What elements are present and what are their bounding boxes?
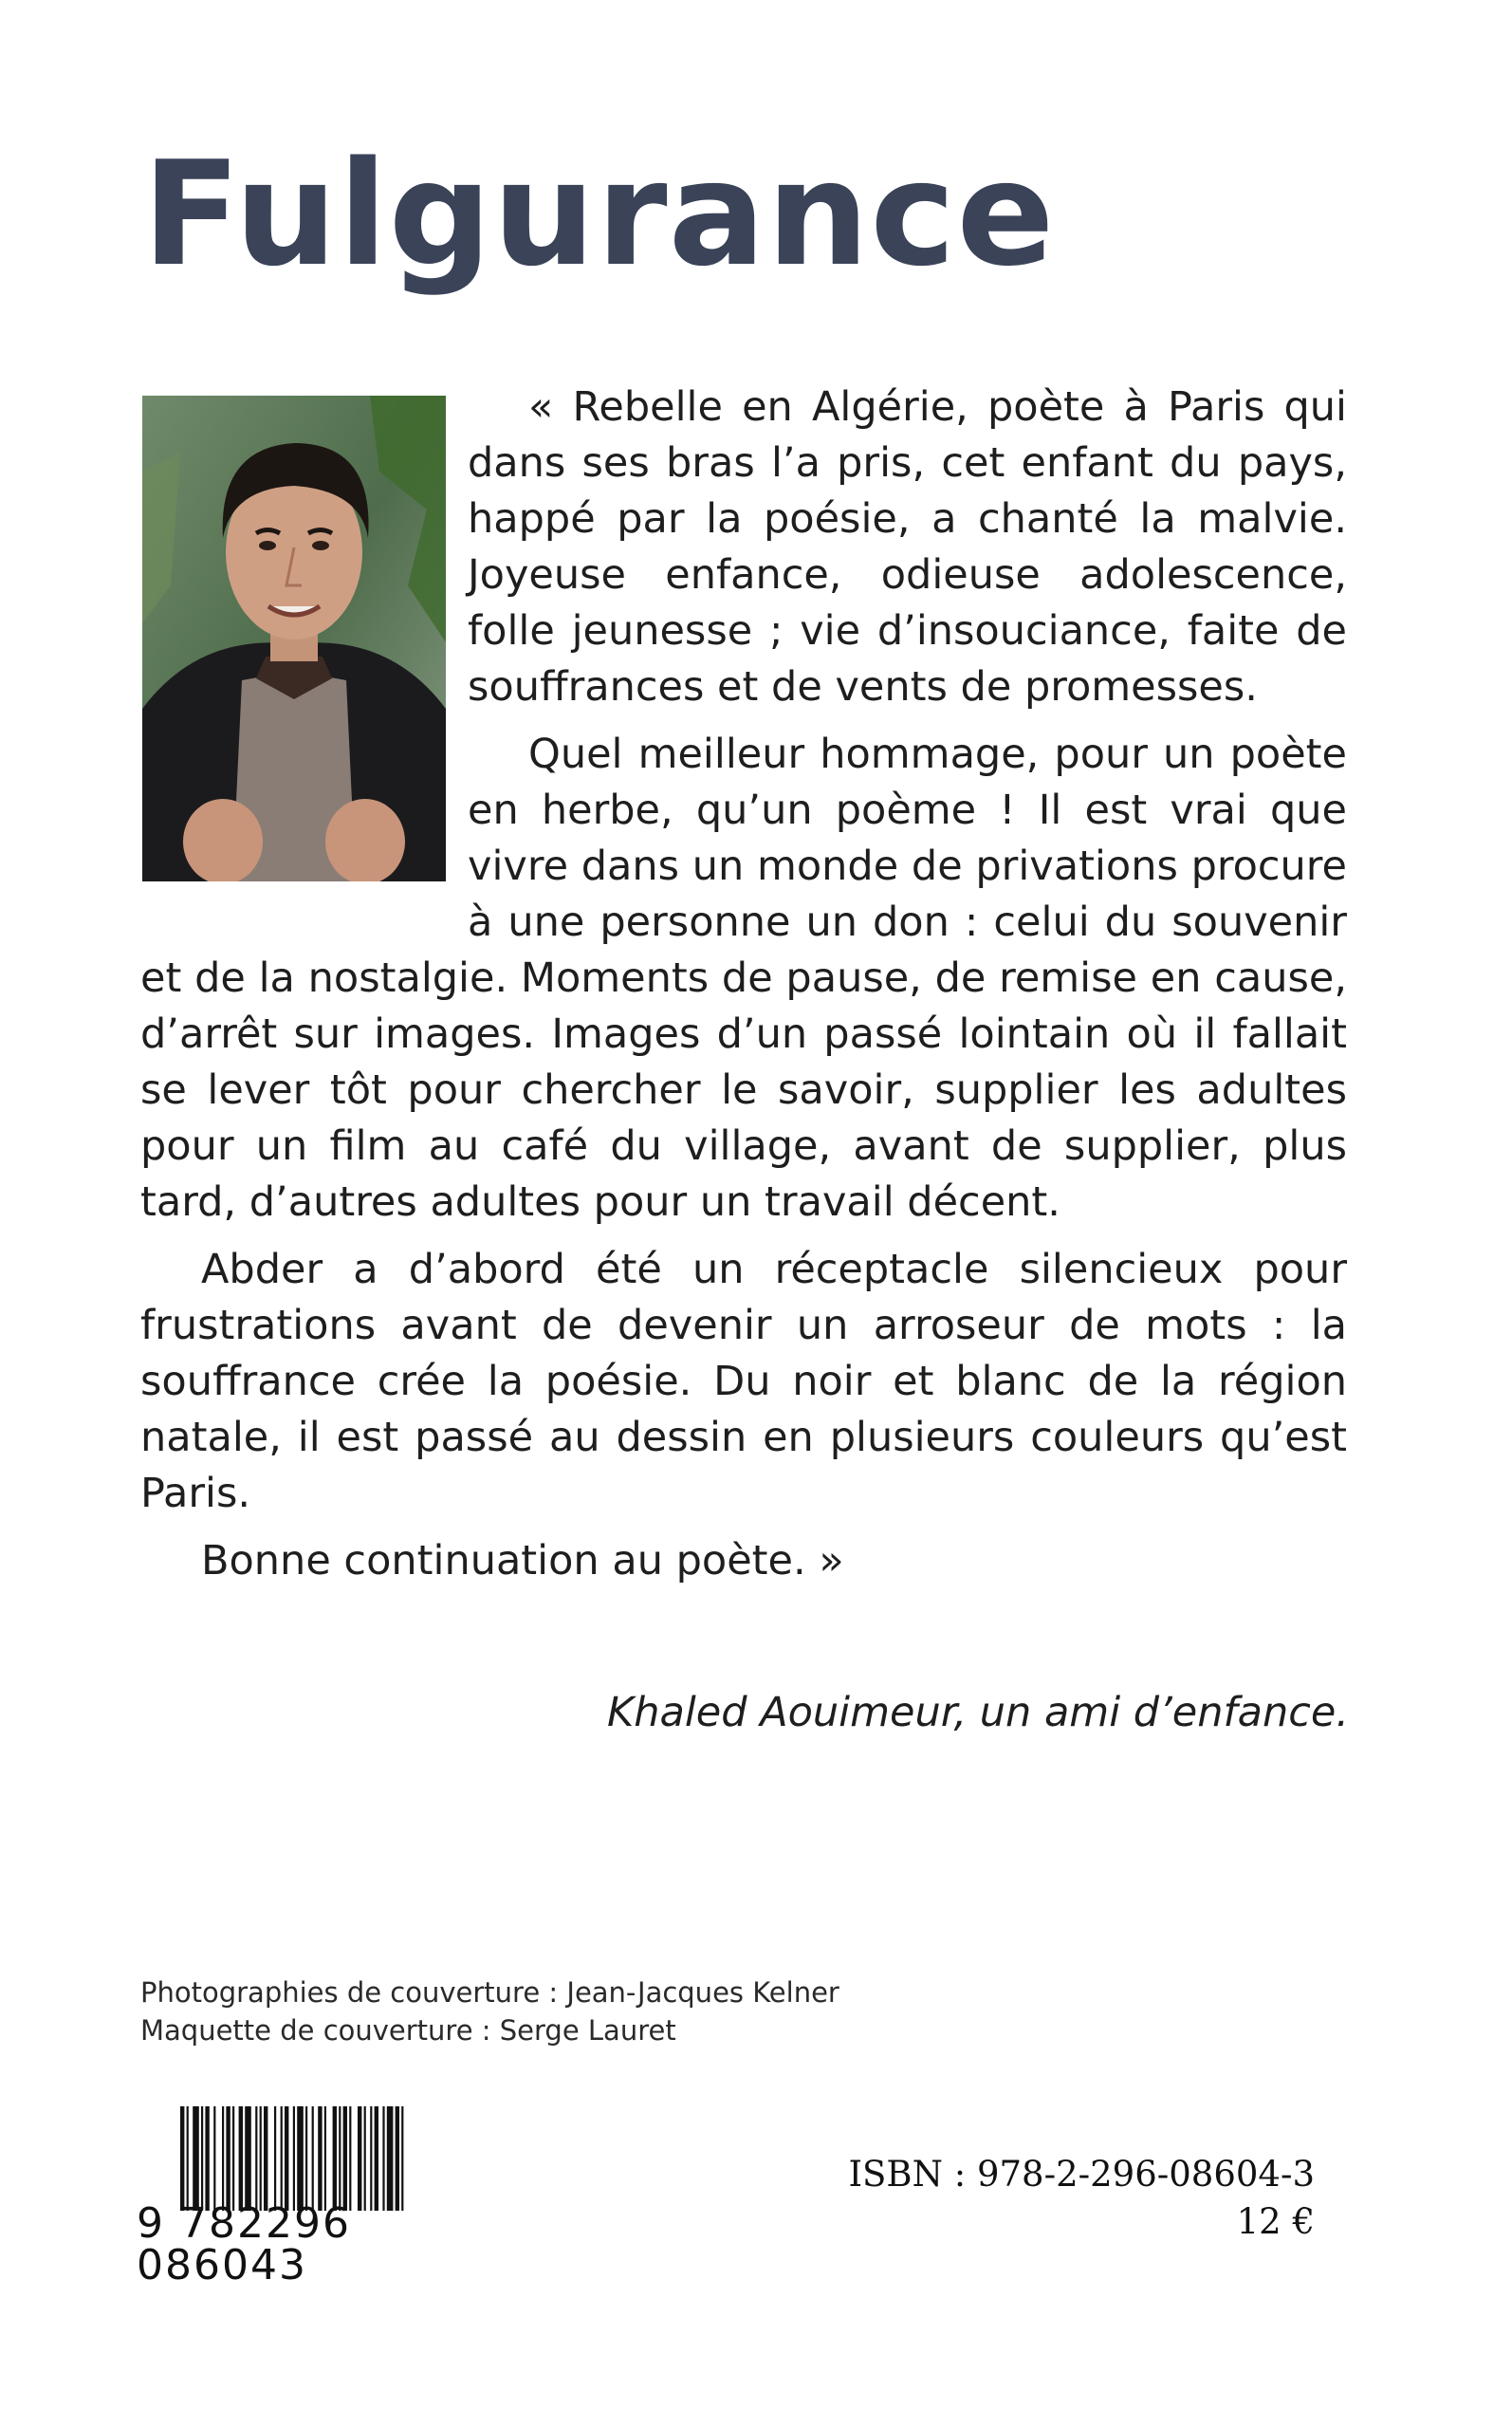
barcode-bar <box>260 2106 262 2211</box>
barcode-bar <box>205 2106 209 2211</box>
paragraph: « Rebelle en Algérie, poète à Paris qui dans ses bras l’a pris, cet enfant du pays, happé par la poésie, a chanté la malvie. Joyeuse enfance, odieuse adolescence, folle jeunesse ; vie d’insouciance, faite de souffrances et de vents de promesses. <box>468 383 1347 711</box>
photo-credit: Photographies de couverture : Jean-Jacques Kelner <box>140 1976 839 2009</box>
paragraph: Quel meilleur hommage, pour un poète en herbe, qu’un poème ! Il est vrai que vivre dans un monde de privations procure à une personne un don : celui du souvenir et de la nostalgie. Moments de pause, de remise en cause, d’arrêt sur images. Images d’un passé lointain où il fallait se lever tôt pour chercher le savoir, supplier les adultes pour un film au café du village, avant de supplier, plus tard, d’autres adultes pour un travail décent. <box>140 731 1347 1226</box>
barcode-bar <box>285 2106 288 2211</box>
barcode <box>137 2106 535 2289</box>
isbn: ISBN : 978-2-296-08604-3 <box>848 2154 1315 2195</box>
barcode-bar <box>387 2106 394 2211</box>
barcode-bar <box>343 2106 347 2211</box>
barcode-bar <box>333 2106 337 2211</box>
barcode-bar <box>305 2106 307 2211</box>
barcode-bars <box>137 2106 535 2211</box>
barcode-bar <box>297 2106 304 2211</box>
barcode-bar <box>281 2106 283 2211</box>
barcode-bar <box>213 2106 215 2211</box>
barcode-bar <box>358 2106 361 2211</box>
cover-credits <box>140 1974 839 2049</box>
barcode-bar <box>193 2106 199 2211</box>
barcode-bar <box>232 2106 234 2211</box>
barcode-bar <box>370 2106 372 2211</box>
barcode-bar <box>396 2106 399 2211</box>
barcode-bar <box>339 2106 341 2211</box>
quote-signature: Khaled Aouimeur, un ami d’enfance. <box>607 1689 1349 1736</box>
barcode-bar <box>239 2106 243 2211</box>
barcode-bar <box>382 2106 384 2211</box>
price: 12 € <box>1236 2201 1315 2242</box>
barcode-bar <box>245 2106 251 2211</box>
barcode-bar <box>312 2106 314 2211</box>
back-cover-text <box>140 380 1347 1601</box>
barcode-bar <box>180 2106 184 2211</box>
paragraph: Bonne continuation au poète. » <box>201 1537 844 1584</box>
barcode-bar <box>274 2106 276 2211</box>
barcode-bar <box>187 2106 189 2211</box>
barcode-bar <box>222 2106 224 2211</box>
barcode-bar <box>349 2106 351 2211</box>
book-title: Fulgurance <box>142 130 1056 298</box>
layout-credit: Maquette de couverture : Serge Lauret <box>140 2014 676 2047</box>
barcode-bar <box>201 2106 203 2211</box>
barcode-bar <box>318 2106 322 2211</box>
barcode-bar <box>375 2106 378 2211</box>
barcode-bar <box>293 2106 295 2211</box>
barcode-bar <box>364 2106 366 2211</box>
barcode-bar <box>226 2106 230 2211</box>
barcode-digits: 9 782296 086043 <box>137 2199 351 2289</box>
barcode-bar <box>255 2106 257 2211</box>
barcode-bar <box>401 2106 403 2211</box>
barcode-bar <box>264 2106 267 2211</box>
barcode-bar <box>324 2106 326 2211</box>
paragraph: Abder a d’abord été un réceptacle silencieux pour frustrations avant de devenir un arroseur de mots : la souffrance crée la poésie. Du noir et blanc de la région natale, il est passé au dessin en plusieurs couleurs qu’est Paris. <box>140 1246 1347 1517</box>
